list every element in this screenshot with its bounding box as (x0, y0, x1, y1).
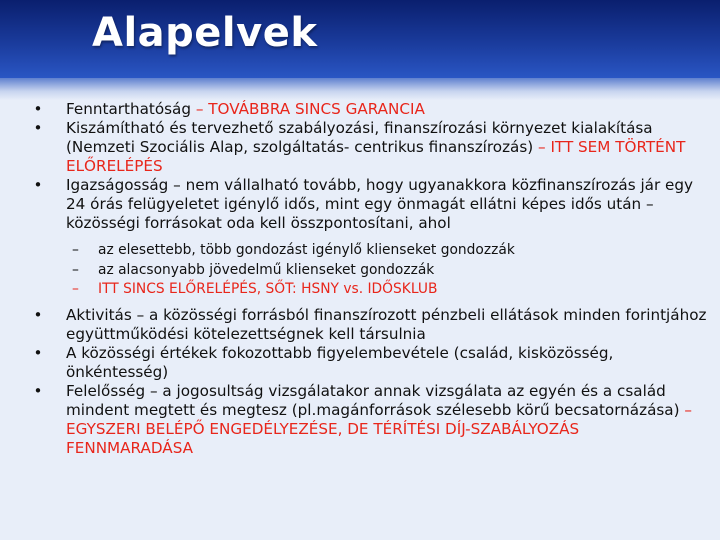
bullet-item-kiszamithato (28, 119, 708, 176)
bullet-highlight: – EGYSZERI BELÉPŐ ENGEDÉLYEZÉSE, DE TÉRÍTÉSI DÍJ-SZABÁLYOZÁS FENNMARADÁSA (66, 400, 692, 457)
sub-item-text: az alacsonyabb jövedelmű klienseket gondozzák (98, 261, 435, 278)
bullet-dot-icon: • (33, 176, 43, 194)
bullet-highlight: – ITT SEM TÖRTÉNT ELŐRELÉPÉS (66, 138, 686, 175)
bullet-text: Aktivitás – a közösségi forrásból finanszírozott pénzbeli ellátások minden forintjához együttműködési kötelezettségnek kell társulnia (66, 305, 707, 343)
slide-title: Alapelvek (92, 10, 318, 56)
dash-icon: – (72, 261, 79, 278)
bullet-item-fenntarthatosag (28, 100, 708, 119)
bullet-item-aktivitas (28, 306, 708, 344)
title-banner-fade (0, 78, 720, 100)
sub-list (28, 241, 708, 300)
dash-icon: – (72, 281, 79, 297)
dash-icon: – (72, 242, 79, 258)
bullet-item-igazsagossag (28, 176, 708, 233)
bullet-dot-icon: • (33, 343, 43, 362)
sub-item-text: ITT SINCS ELŐRELÉPÉS, SŐT: HSNY vs. IDŐSKLUB (98, 281, 438, 297)
sub-item (28, 241, 708, 261)
bullet-text: Kiszámítható és tervezhető szabályozási, finanszírozási környezet kialakítása (Nemzeti Szociális Alap, szolgáltatás- centrikus finanszírozás) (66, 119, 653, 156)
bullet-text: Igazságosság – nem vállalható tovább, hogy ugyanakkora közfinanszírozás jár egy 24 órás felügyeletet igénylő idős, mint egy önmagát ellátni képes idős után – közösségi forrásokat oda kell összpontosítani, ahol (66, 176, 694, 232)
slide-content (28, 100, 708, 458)
bullet-dot-icon: • (33, 100, 43, 118)
sub-item-text: az elesettebb, több gondozást igénylő klienseket gondozzák (98, 242, 515, 258)
bullet-dot-icon: • (33, 119, 43, 137)
bullet-item-felelosseg (28, 382, 708, 458)
bullet-text: Felelősség – a jogosultság vizsgálatakor annak vizsgálata az egyén és a család mindent megtett és megtesz (pl.magánforrások szélesebb körű becsatornázása) (66, 381, 680, 419)
bullet-highlight: – TOVÁBBRA SINCS GARANCIA (191, 100, 425, 118)
bullet-dot-icon: • (33, 305, 43, 324)
sub-item (28, 261, 708, 281)
sub-item-highlight (28, 280, 708, 300)
bullet-text: A közösségi értékek fokozottabb figyelembevétele (család, kisközösség, önkéntesség) (66, 343, 614, 381)
bullet-dot-icon: • (33, 381, 43, 400)
bullet-item-kozossegi-ertekek (28, 344, 708, 382)
bullet-text: Fenntarthatóság (66, 100, 191, 118)
